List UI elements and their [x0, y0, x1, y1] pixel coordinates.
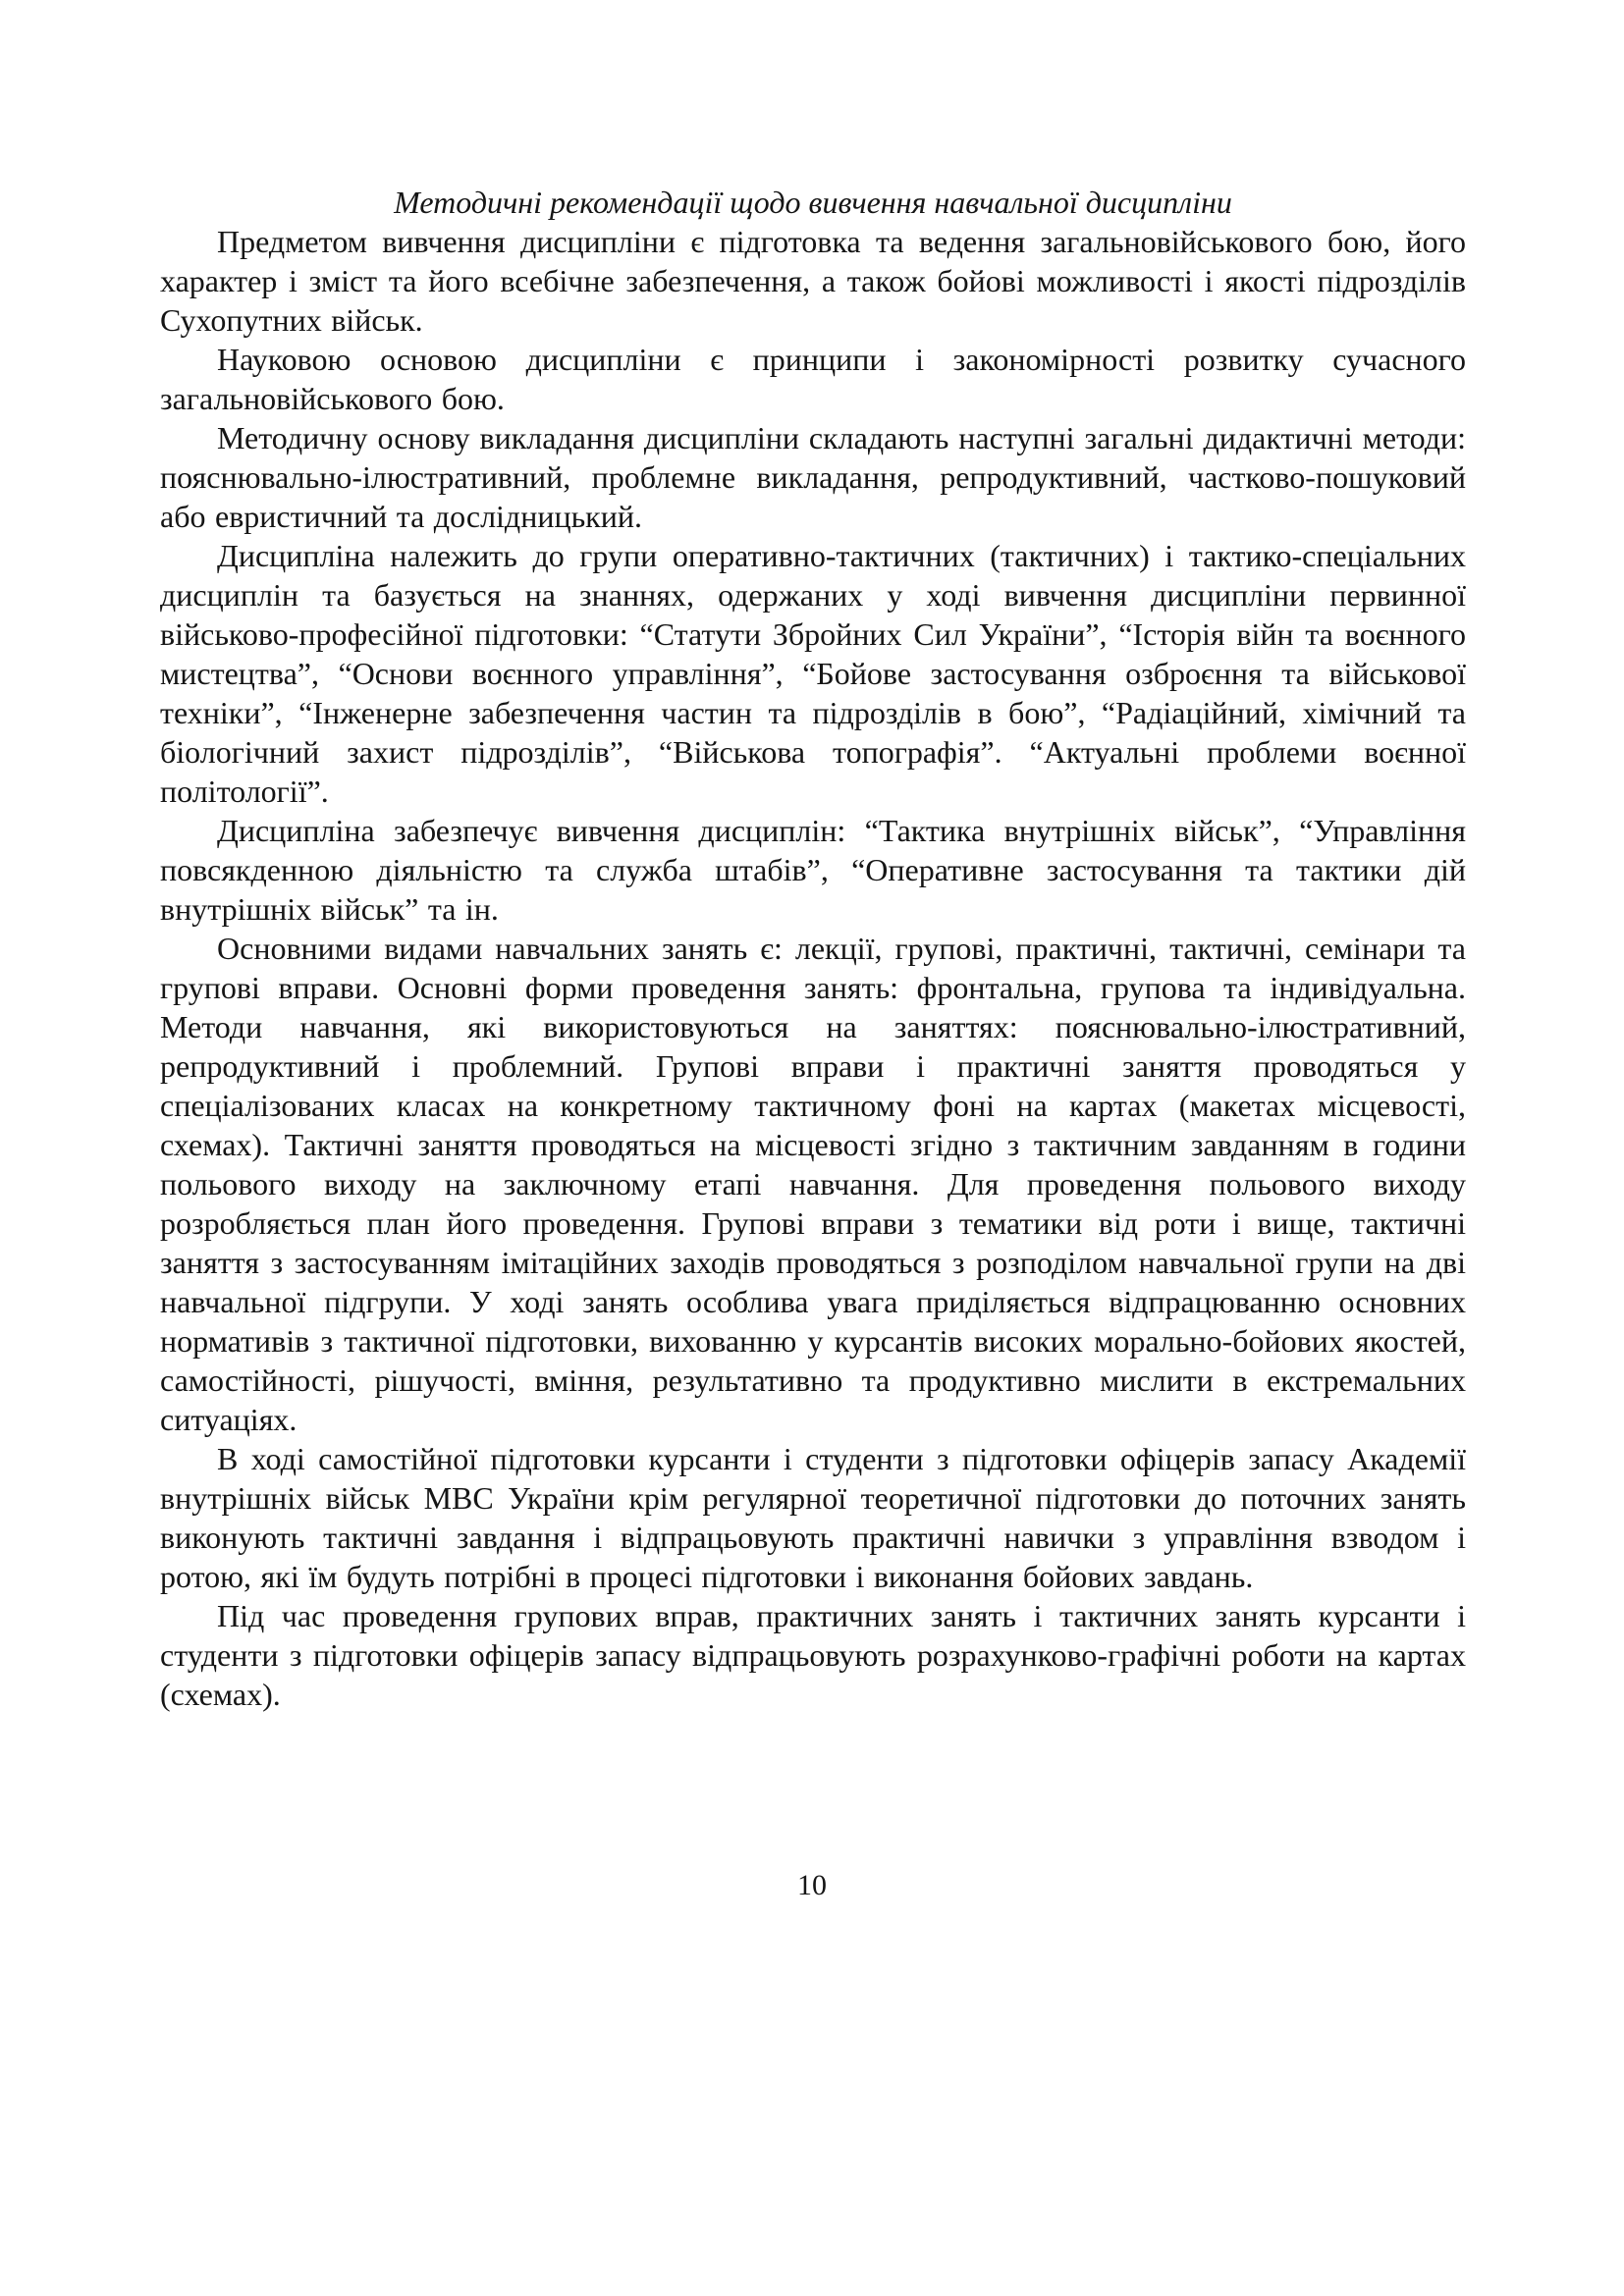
paragraph-group-exercises: Під час проведення групових вправ, практичних занять і тактичних занять курсанти і студенти з підготовки офіцерів запасу відпрацьовують розрахунково-графічні роботи на картах (схемах). — [160, 1598, 1466, 1712]
paragraph-methodical-basis: Методичну основу викладання дисципліни складають наступні загальні дидактичні методи: пояснювально-ілюстративний, проблемне викладання, репродуктивний, частково-пошуковий або евристичний та дослідницький. — [160, 420, 1466, 534]
paragraph-discipline-group: Дисципліна належить до групи оперативно-тактичних (тактичних) і тактико-спеціальних дисциплін та базується на знаннях, одержаних у ході вивчення дисципліни первинної військово-професійної підготовки: “Статути Збройних Сил України”, “Історія війн та воєнного мистецтва”, “Основи воєнного управління”, “Бойове застосування озброєння та військової техніки”, “Інженерне забезпечення частин та підрозділів в бою”, “Радіаційний, хімічний та біологічний захист підрозділів”, “Військова топографія”. “Актуальні проблеми воєнної політології”. — [160, 538, 1466, 809]
paragraph-scientific-basis: Науковою основою дисципліни є принципи і закономірності розвитку сучасного загальновійськового бою. — [160, 342, 1466, 416]
text-block — [160, 183, 1466, 1714]
page-number: 10 — [797, 1869, 827, 1901]
paragraph-class-types: Основними видами навчальних занять є: лекції, групові, практичні, тактичні, семінари та групові вправи. Основні форми проведення занять: фронтальна, групова та індивідуальна. Методи навчання, які використовуються на заняттях: пояснювально-ілюстративний, репродуктивний і проблемний. Групові вправи і практичні заняття проводяться у спеціалізованих класах на конкретному тактичному фоні на картах (макетах місцевості, схемах). Тактичні заняття проводяться на місцевості згідно з тактичним завданням в години польового виходу на заключному етапі навчання. Для проведення польового виходу розробляється план його проведення. Групові вправи з тематики від роти і вище, тактичні заняття з застосуванням імітаційних заходів проводяться з розподілом навчальної групи на дві навчальної підгрупи. У ході занять особлива увага приділяється відпрацюванню основних нормативів з тактичної підготовки, вихованню у курсантів високих морально-бойових якостей, самостійності, рішучості, вміння, результативно та продуктивно мислити в екстремальних ситуаціях. — [160, 931, 1466, 1437]
document-title: Методичні рекомендації щодо вивчення навчальної дисципліни — [394, 185, 1232, 220]
paragraph-provides-study: Дисципліна забезпечує вивчення дисциплін: “Тактика внутрішніх військ”, “Управління повсякденною діяльністю та служба штабів”, “Оперативне застосування та тактики дій внутрішніх військ” та ін. — [160, 813, 1466, 927]
paragraph-self-training: В ході самостійної підготовки курсанти і студенти з підготовки офіцерів запасу Академії внутрішніх військ МВС України крім регулярної теоретичної підготовки до поточних занять виконують тактичні завдання і відпрацьовують практичні навички з управління взводом і ротою, які їм будуть потрібні в процесі підготовки і виконання бойових завдань. — [160, 1441, 1466, 1594]
paragraph-subject: Предметом вивчення дисципліни є підготовка та ведення загальновійськового бою, його характер і зміст та його всебічне забезпечення, а також бойові можливості і якості підрозділів Сухопутних військ. — [160, 224, 1466, 338]
